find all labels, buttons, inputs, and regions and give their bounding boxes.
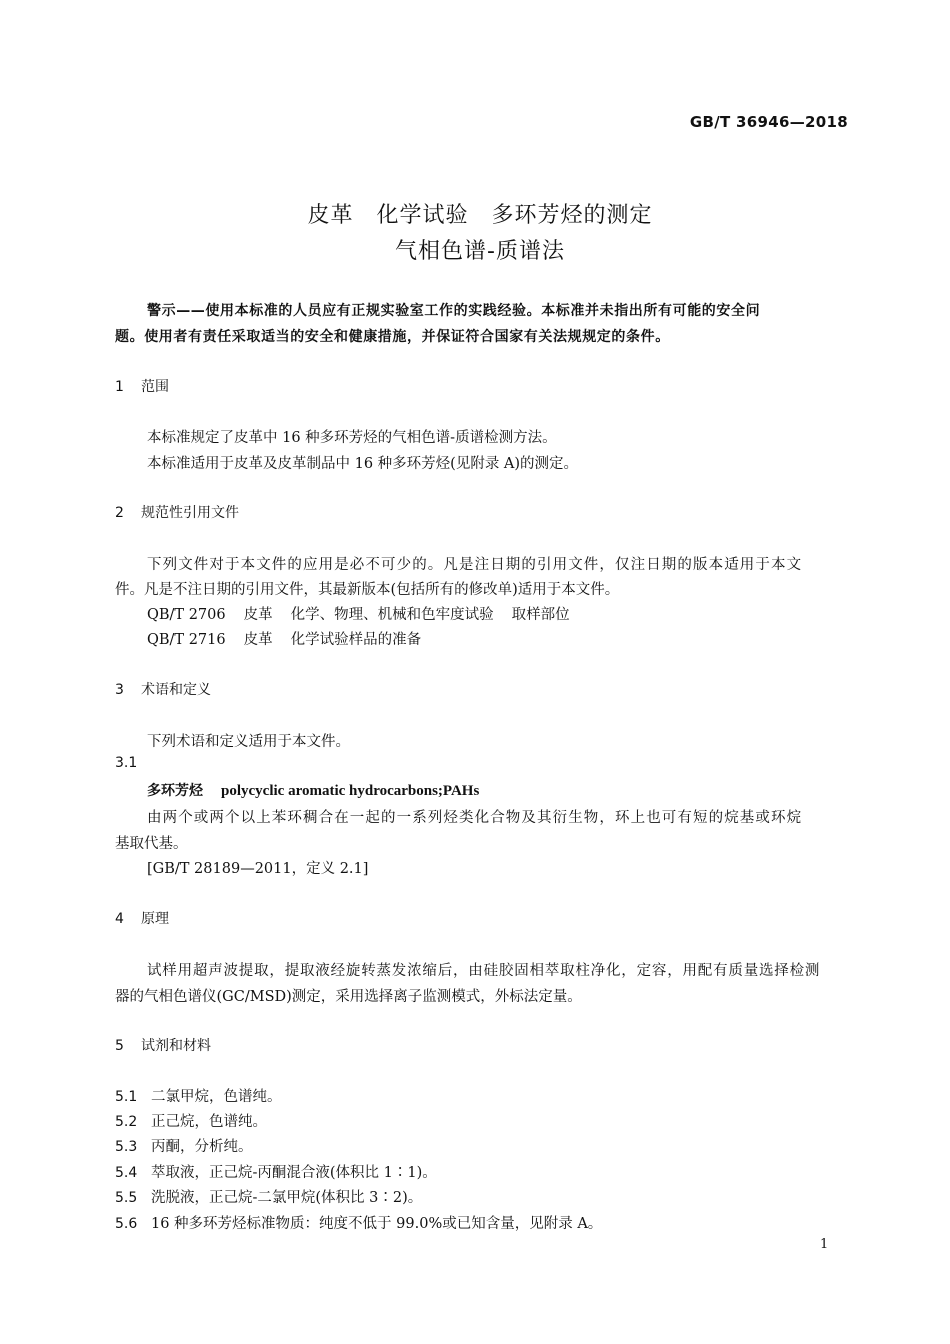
warning-line-2: 题。使用者有责任采取适当的安全和健康措施，并保证符合国家有关法规规定的条件。 [115, 329, 670, 345]
section-number: 4 [115, 911, 124, 927]
reference-title-part: 皮革 [243, 632, 273, 648]
term-entry [147, 780, 479, 800]
list-item [115, 1212, 602, 1233]
section-title: 试剂和材料 [141, 1038, 211, 1054]
section-number: 2 [115, 505, 124, 521]
section-1-heading [115, 376, 169, 396]
item-text: 16 种多环芳烃标准物质：纯度不低于 99.0%或已知含量，见附录 A。 [151, 1216, 603, 1232]
list-item [115, 1110, 267, 1131]
section-4-heading [115, 908, 169, 928]
item-number: 5.4 [115, 1165, 138, 1181]
list-item [115, 1085, 282, 1106]
page-number: 1 [820, 1237, 829, 1252]
item-text: 萃取液，正己烷-丙酮混合液(体积比 1∶1)。 [151, 1165, 437, 1181]
item-text: 洗脱液，正己烷-二氯甲烷(体积比 3∶2)。 [151, 1190, 423, 1206]
section-1-paragraph-2: 本标准适用于皮革及皮革制品中 16 种多环芳烃(见附录 A)的测定。 [147, 456, 579, 472]
section-title: 范围 [141, 379, 169, 395]
section-title: 原理 [141, 911, 169, 927]
item-number: 5.2 [115, 1114, 138, 1130]
normative-reference [147, 603, 570, 624]
list-item [115, 1186, 422, 1207]
reference-code: QB/T 2716 [147, 632, 226, 648]
item-text: 丙酮，分析纯。 [151, 1139, 253, 1155]
reference-title-part: 化学试验样品的准备 [290, 632, 422, 648]
section-4-line-2: 器的气相色谱仪(GC/MSD)测定，采用选择离子监测模式，外标法定量。 [115, 989, 582, 1005]
item-number: 5.5 [115, 1190, 138, 1206]
normative-reference [147, 628, 421, 649]
item-number: 5.6 [115, 1216, 138, 1232]
section-4-line-1: 试样用超声波提取，提取液经旋转蒸发浓缩后，由硅胶固相萃取柱净化，定容，用配有质量选择检测 [147, 963, 821, 979]
section-3-heading [115, 679, 211, 699]
list-item [115, 1161, 437, 1182]
page-title: 皮革 化学试验 多环芳烃的测定 [307, 203, 653, 228]
standard-code: GB/T 36946—2018 [689, 113, 848, 131]
section-2-heading [115, 502, 239, 522]
term-definition-line-1: 由两个或两个以上苯环稠合在一起的一系列烃类化合物及其衍生物，环上也可有短的烷基或环烷 [147, 810, 803, 826]
section-title: 规范性引用文件 [141, 505, 239, 521]
section-number: 3 [115, 682, 124, 698]
term-source: [GB/T 28189—2011，定义 2.1] [147, 861, 369, 877]
item-text: 二氯甲烷，色谱纯。 [151, 1089, 282, 1105]
item-text: 正己烷，色谱纯。 [151, 1114, 267, 1130]
section-number: 1 [115, 379, 124, 395]
page-subtitle: 气相色谱-质谱法 [395, 239, 565, 264]
section-3-paragraph: 下列术语和定义适用于本文件。 [147, 734, 350, 750]
reference-title-part: 取样部位 [511, 607, 570, 623]
item-number: 5.3 [115, 1139, 138, 1155]
section-number: 5 [115, 1038, 124, 1054]
reference-code: QB/T 2706 [147, 607, 226, 623]
section-1-paragraph-1: 本标准规定了皮革中 16 种多环芳烃的气相色谱-质谱检测方法。 [147, 430, 557, 446]
warning-line-1: 警示——使用本标准的人员应有正规实验室工作的实践经验。本标准并未指出所有可能的安全问 [147, 303, 761, 319]
reference-title-part: 化学、物理、机械和色牢度试验 [290, 607, 494, 623]
item-number: 5.1 [115, 1089, 138, 1105]
term-chinese: 多环芳烃 [147, 783, 203, 799]
term-definition-line-2: 基取代基。 [115, 836, 188, 852]
section-2-paragraph-line-1: 下列文件对于本文件的应用是必不可少的。凡是注日期的引用文件，仅注日期的版本适用于本文 [147, 557, 803, 573]
section-2-paragraph-line-2: 件。凡是不注日期的引用文件，其最新版本(包括所有的修改单)适用于本文件。 [115, 582, 620, 598]
list-item [115, 1135, 253, 1156]
section-title: 术语和定义 [141, 682, 211, 698]
section-5-heading [115, 1035, 211, 1055]
reference-title-part: 皮革 [243, 607, 273, 623]
term-number: 3.1 [115, 755, 138, 771]
term-english: polycyclic aromatic hydrocarbons;PAHs [221, 783, 480, 799]
